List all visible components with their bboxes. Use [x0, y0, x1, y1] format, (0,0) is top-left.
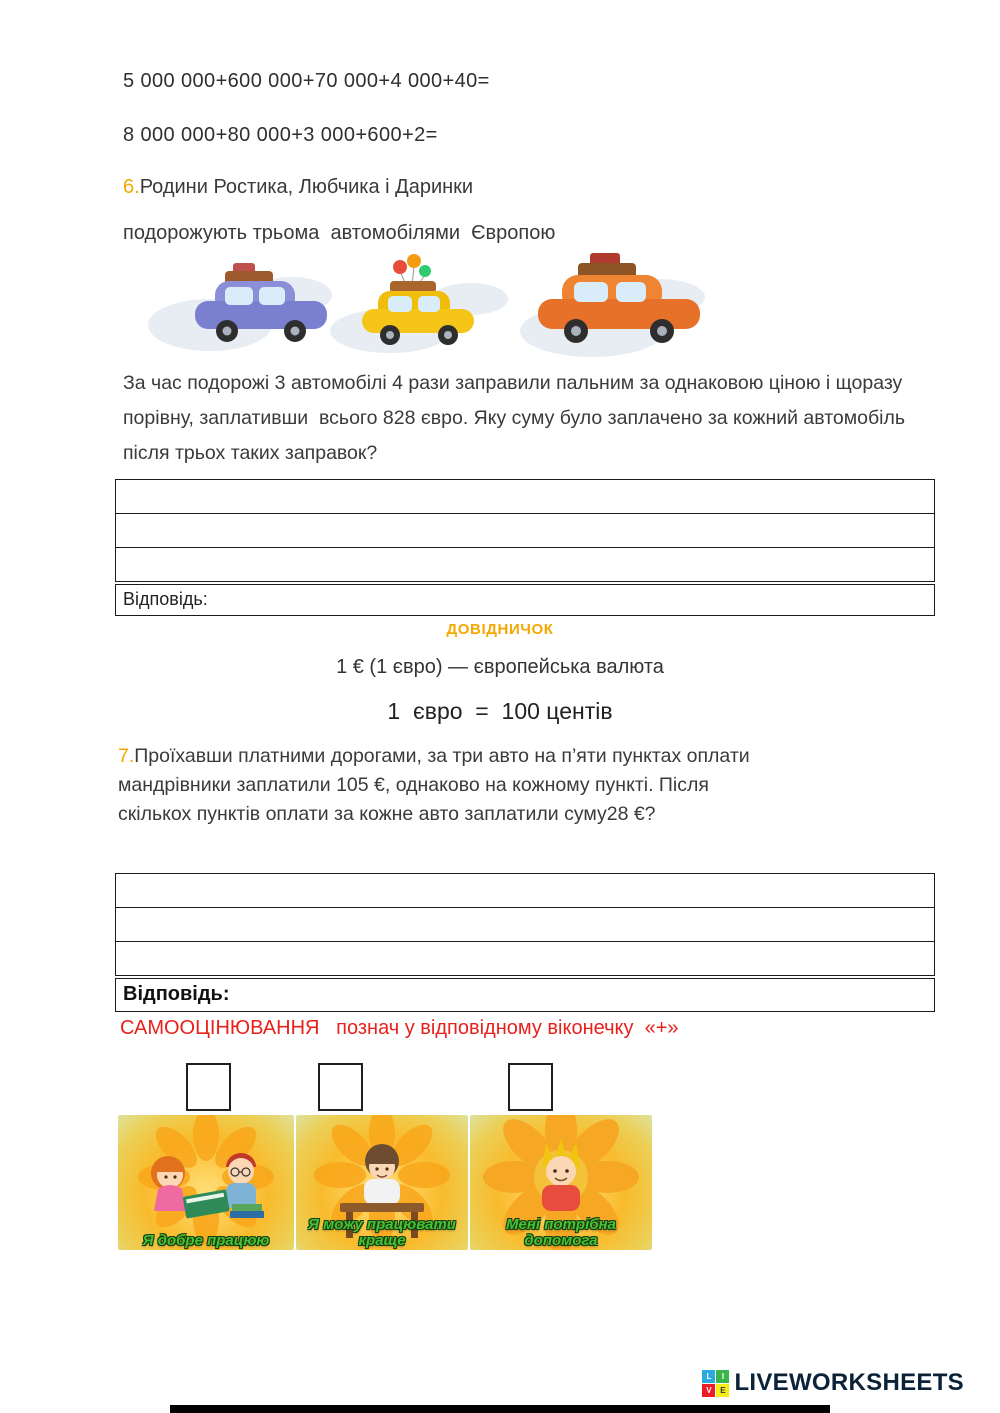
answer-line[interactable] — [115, 941, 935, 976]
math-expression-2: 8 000 000+80 000+3 000+600+2= — [123, 124, 438, 146]
assessment-option-working-well — [118, 1115, 294, 1250]
self-assessment-checkbox-2[interactable] — [318, 1063, 363, 1111]
answer-label-row[interactable] — [115, 978, 935, 1012]
logo-square-v: V — [702, 1384, 715, 1397]
task6-heading — [123, 176, 473, 199]
self-assessment-title: САМООЦІНЮВАННЯ познач у відповідному віконечку «+» — [120, 1017, 679, 1039]
task6-heading-text: Родини Ростика, Любчика і Даринки — [139, 176, 474, 198]
reference-line2: 1 євро = 100 центів — [387, 698, 613, 724]
assessment-option-label: Я добре працюю — [142, 1231, 270, 1249]
answer-label-row[interactable] — [115, 584, 935, 616]
assessment-option-can-do-better — [296, 1115, 468, 1250]
answer-line[interactable] — [115, 479, 935, 514]
liveworksheets-logo-icon — [702, 1370, 729, 1397]
answer-line[interactable] — [115, 873, 935, 908]
logo-square-e: E — [716, 1384, 729, 1397]
task7-text-body: Проїхавши платними дорогами, за три авто на п’яти пунктах оплати мандрівники заплатили 105 €, однаково на кожному пункті. Після скількох пунктів оплати за кожне авто заплатили суму28 €? — [118, 745, 750, 825]
reference-title: ДОВІДНИЧОК — [446, 621, 554, 638]
bottom-bar — [170, 1405, 830, 1413]
task7-text — [118, 742, 783, 829]
task6-heading-line2: подорожують трьома автомобілями Європою — [123, 222, 556, 244]
self-assessment-checkbox-1[interactable] — [186, 1063, 231, 1111]
math-expression-1: 5 000 000+600 000+70 000+4 000+40= — [123, 70, 490, 92]
logo-square-l: L — [702, 1370, 715, 1383]
answer-label: Відповідь: — [123, 983, 230, 1005]
three-cars-illustration — [140, 253, 715, 361]
liveworksheets-footer — [702, 1369, 964, 1397]
assessment-option-label: Мені потрібна допомога — [506, 1215, 616, 1249]
answer-label: Відповідь: — [123, 589, 208, 609]
liveworksheets-brand: LIVEWORKSHEETS — [734, 1369, 964, 1396]
task7-number: 7. — [118, 745, 135, 767]
assessment-option-need-help — [470, 1115, 652, 1250]
answer-line[interactable] — [115, 547, 935, 582]
task7-answer-table — [115, 873, 935, 1012]
task6-text: За час подорожі 3 автомобілі 4 рази заправили пальним за однаковою ціною і щоразу порівну, заплативши всього 828 євро. Яку суму було заплачено за кожний автомобіль після трьох таких заправок? — [123, 372, 911, 464]
task6-number: 6. — [123, 176, 140, 198]
answer-line[interactable] — [115, 513, 935, 548]
reference-line1: 1 € (1 євро) — європейська валюта — [336, 656, 664, 678]
kids-reading-illustration — [118, 1115, 294, 1250]
logo-square-i: I — [716, 1370, 729, 1383]
task6-answer-table — [115, 479, 935, 616]
self-assessment-checkbox-3[interactable] — [508, 1063, 553, 1111]
assessment-option-label: Я можу працювати краще — [308, 1215, 456, 1249]
answer-line[interactable] — [115, 907, 935, 942]
